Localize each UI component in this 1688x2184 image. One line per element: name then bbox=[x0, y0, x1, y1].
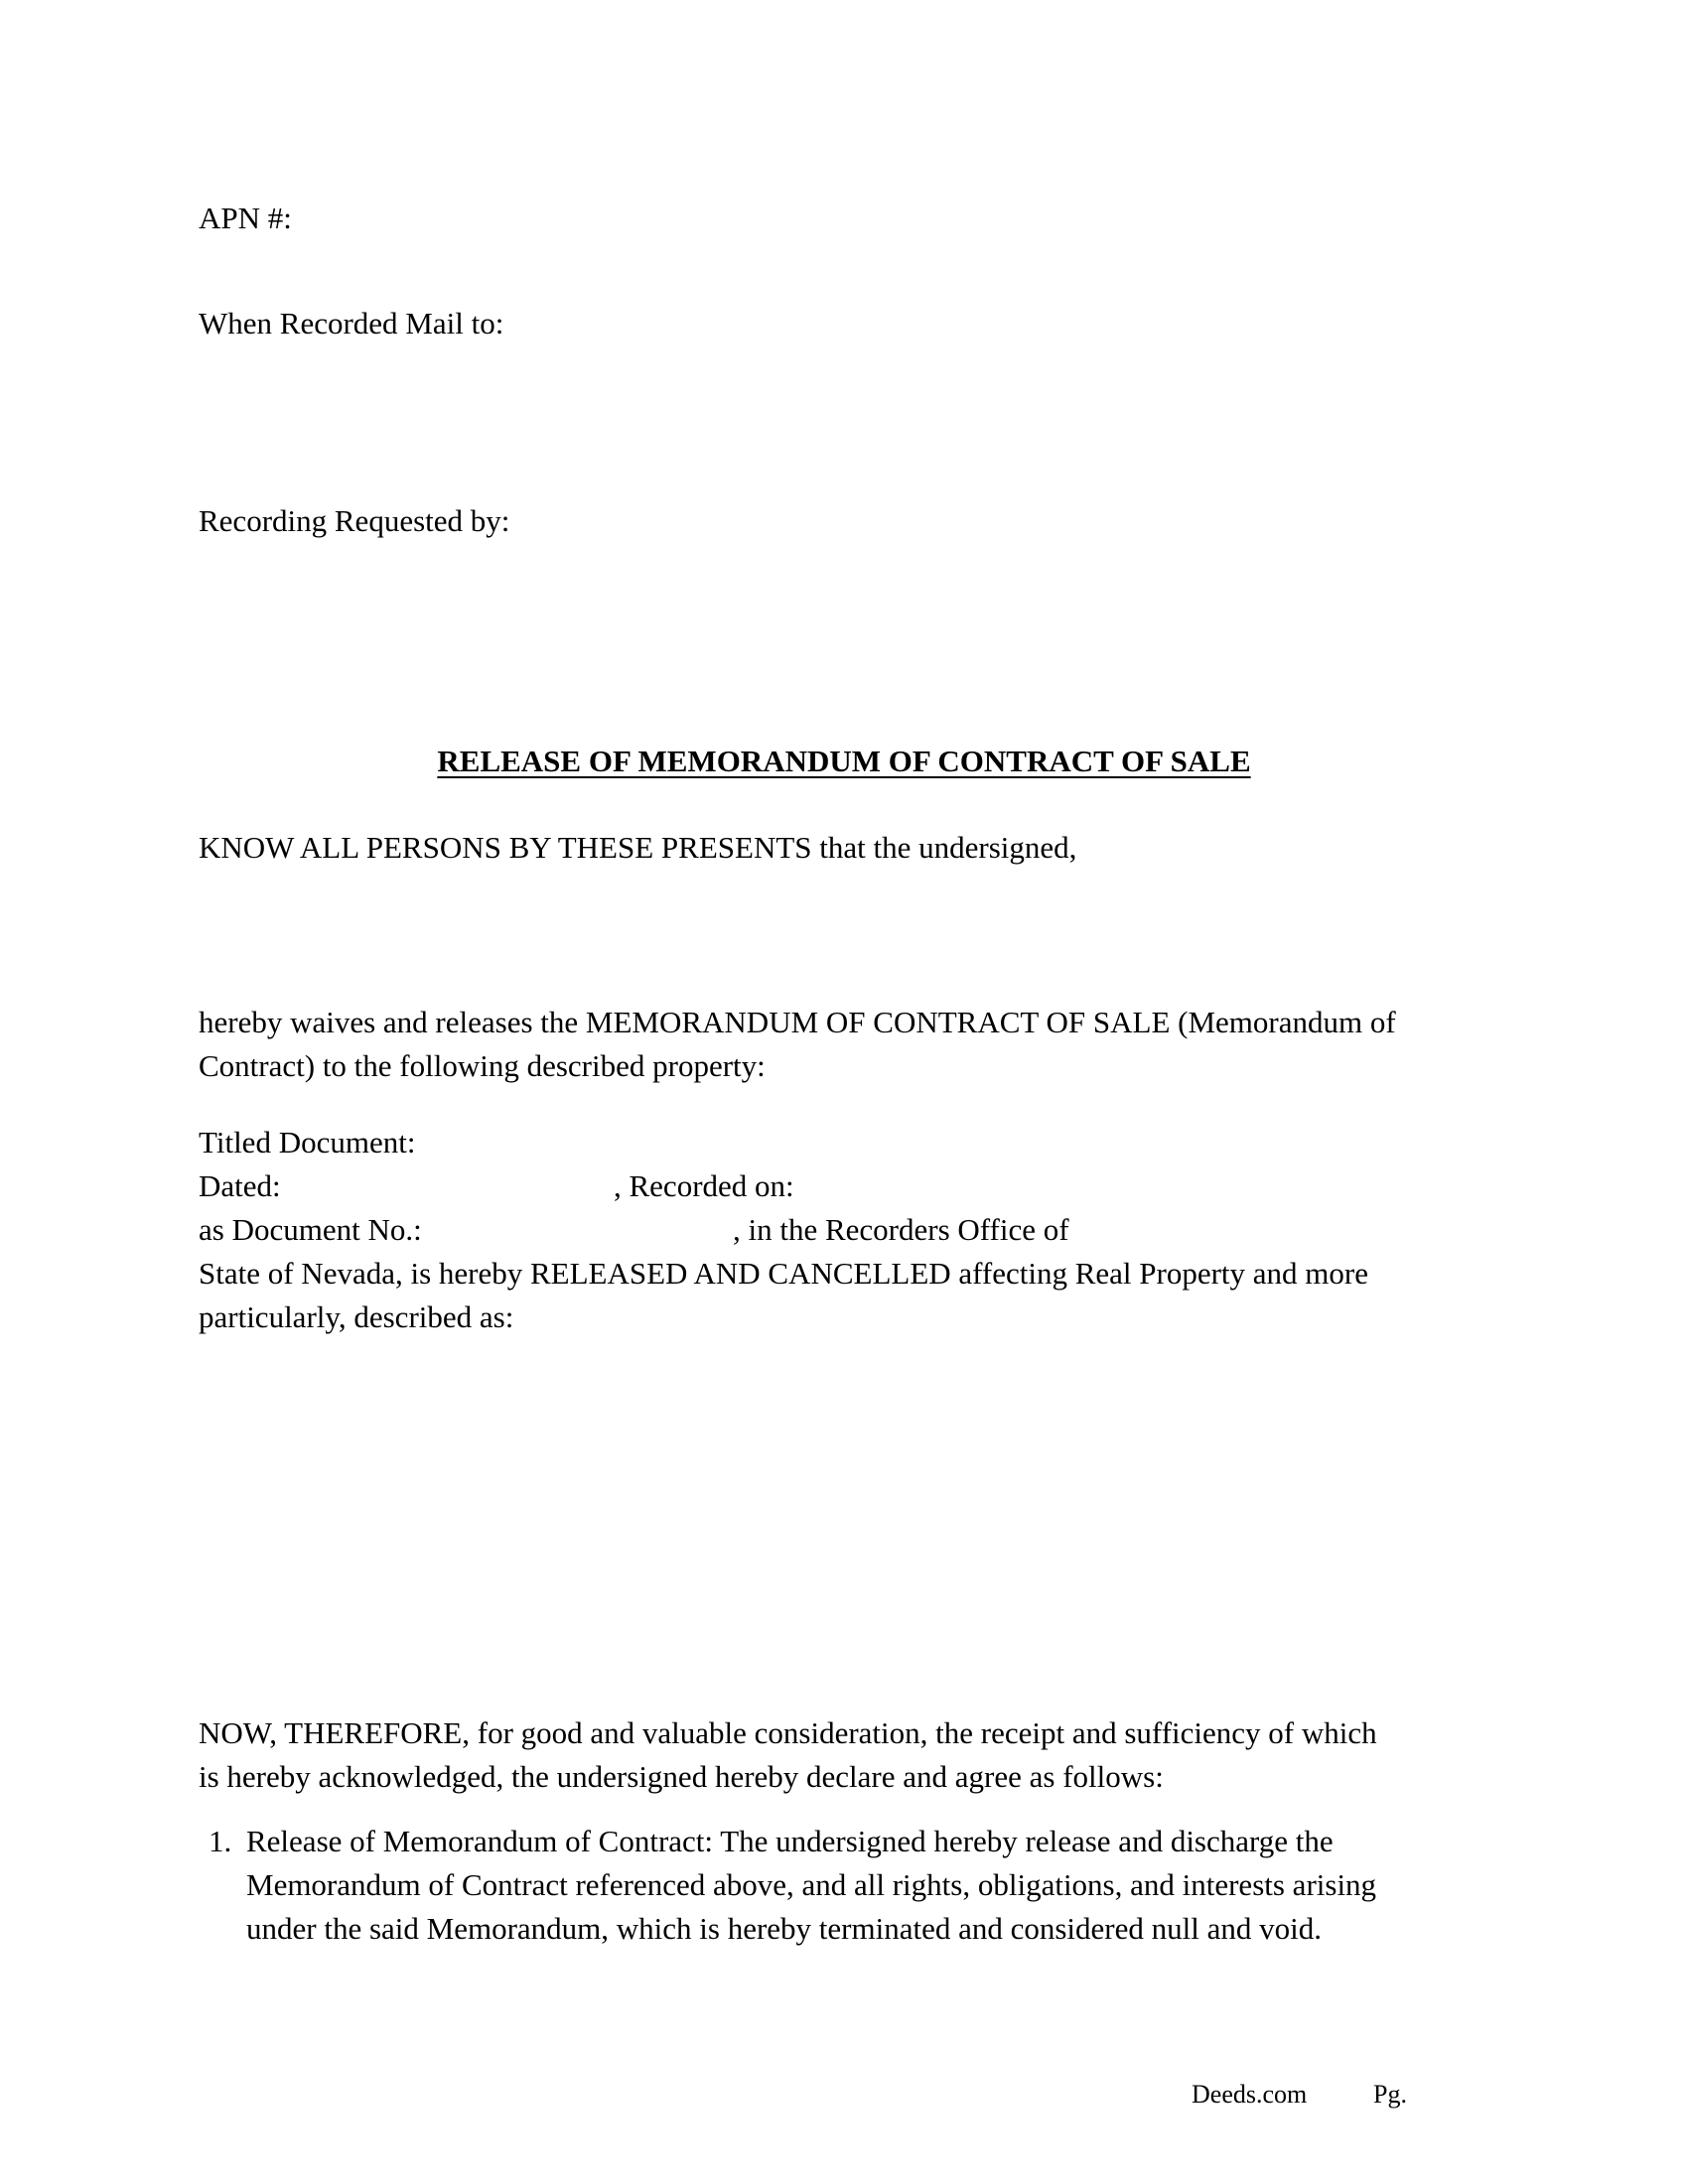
list-item-line-3: under the said Memorandum, which is hereby terminated and considered null and void. bbox=[246, 1911, 1322, 1946]
document-title: RELEASE OF MEMORANDUM OF CONTRACT OF SALE bbox=[437, 744, 1251, 778]
footer-page-label: Pg. bbox=[1373, 2080, 1407, 2109]
footer-site: Deeds.com bbox=[1192, 2080, 1308, 2109]
waiver-line-2: Contract) to the following described property: bbox=[199, 1048, 766, 1083]
document-no-label: as Document No.: bbox=[199, 1212, 422, 1247]
recorded-on-label: , Recorded on: bbox=[614, 1168, 794, 1203]
dated-label: Dated: bbox=[199, 1168, 281, 1203]
therefore-line-1: NOW, THEREFORE, for good and valuable consideration, the receipt and sufficiency of which bbox=[199, 1715, 1377, 1750]
state-line-2: particularly, described as: bbox=[199, 1299, 514, 1334]
mail-to-label: When Recorded Mail to: bbox=[199, 306, 504, 341]
recording-requested-label: Recording Requested by: bbox=[199, 503, 510, 538]
list-item-line-2: Memorandum of Contract referenced above, and all rights, obligations, and interests arising bbox=[246, 1867, 1377, 1902]
titled-document-label: Titled Document: bbox=[199, 1125, 416, 1160]
apn-label: APN #: bbox=[199, 201, 292, 235]
therefore-line-2: is hereby acknowledged, the undersigned hereby declare and agree as follows: bbox=[199, 1759, 1164, 1794]
list-item-number: 1. bbox=[209, 1824, 232, 1858]
waiver-line-1: hereby waives and releases the MEMORANDUM OF CONTRACT OF SALE (Memorandum of bbox=[199, 1005, 1396, 1039]
intro-paragraph: KNOW ALL PERSONS BY THESE PRESENTS that the undersigned, bbox=[199, 830, 1077, 865]
list-item-line-1: Release of Memorandum of Contract: The undersigned hereby release and discharge the bbox=[246, 1824, 1334, 1858]
state-line-1: State of Nevada, is hereby RELEASED AND CANCELLED affecting Real Property and more bbox=[199, 1256, 1368, 1291]
recorders-office-label: , in the Recorders Office of bbox=[733, 1212, 1069, 1247]
